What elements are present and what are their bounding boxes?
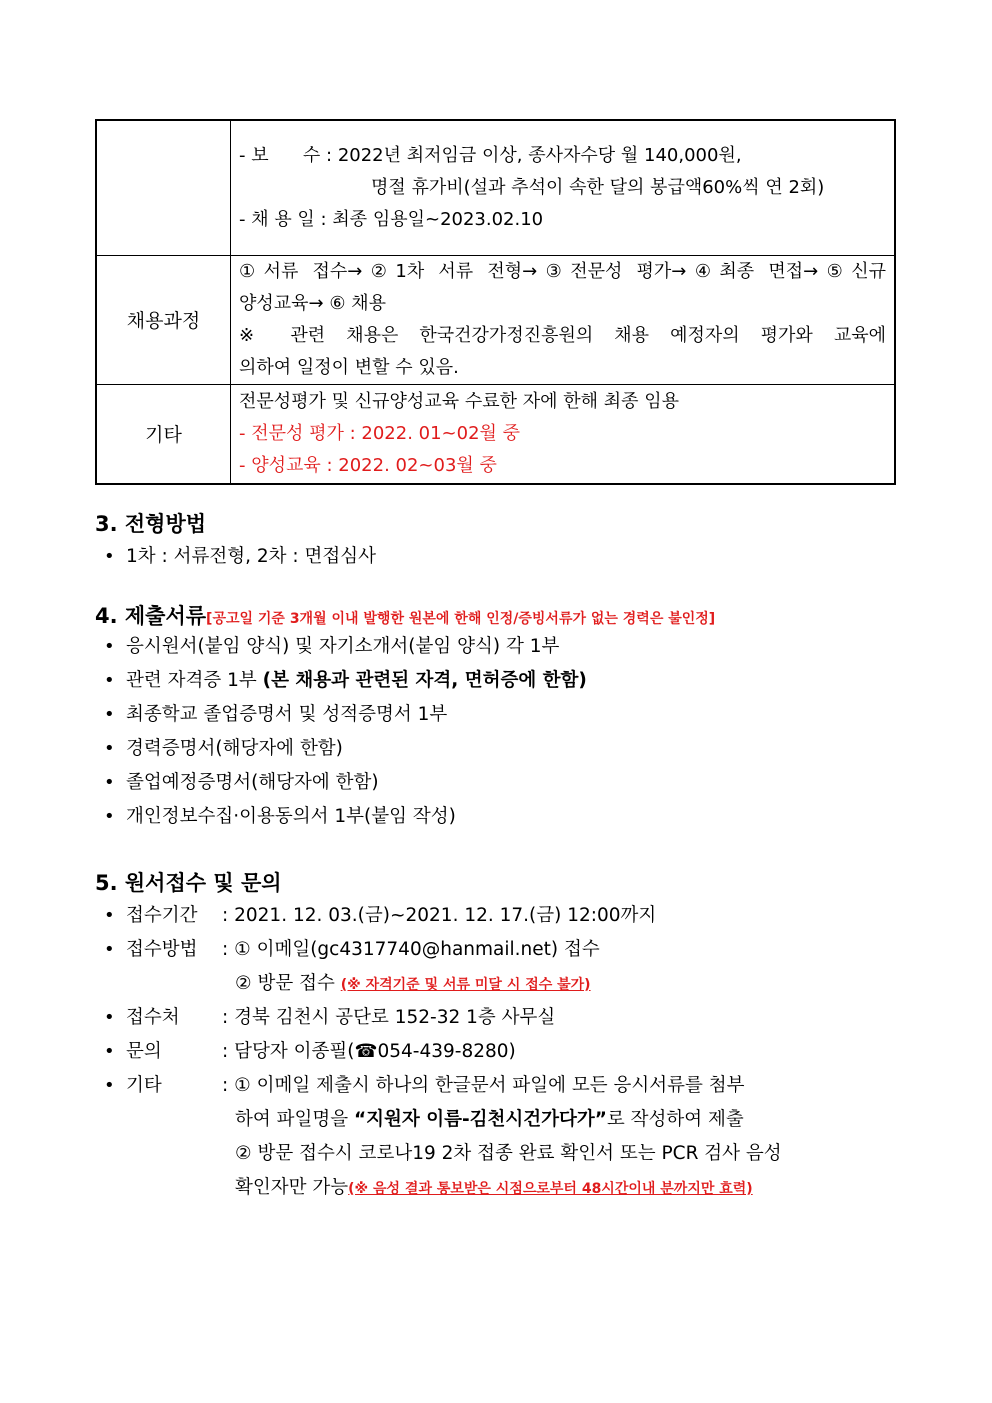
item-text: 최종학교 졸업증명서 및 성적증명서 1부 — [126, 704, 448, 725]
process-line: 양성교육→ ⑥ 채용 — [239, 292, 386, 314]
bullet-icon: • — [104, 546, 115, 567]
etc-note: (※ 음성 결과 통보받은 시점으로부터 48시간이내 분까지만 효력) — [348, 1181, 753, 1197]
section-4-title — [95, 600, 715, 630]
list-item — [104, 899, 894, 933]
bullet-icon: • — [104, 1075, 115, 1096]
etc-line: 전문성평가 및 신규양성교육 수료한 자에 한해 최종 임용 — [239, 390, 679, 412]
item-text: 응시원서(붙임 양식) 및 자기소개서(붙임 양식) 각 1부 — [126, 636, 560, 657]
list-item — [104, 698, 894, 732]
bullet-icon: • — [104, 636, 115, 657]
bullet-icon: • — [104, 772, 115, 793]
list-item — [104, 766, 894, 800]
section-3-title: 3. 전형방법 — [95, 512, 207, 536]
process-line: ①서류 접수→②1차 서류 전형→③전문성 평가→④최종 면접→⑤신규 — [239, 260, 886, 282]
process-note-line: 의하여 일정이 변할 수 있음. — [239, 356, 459, 378]
list-item — [104, 1035, 894, 1069]
info-table — [95, 119, 896, 485]
list-item — [104, 664, 894, 698]
bullet-icon: • — [104, 1041, 115, 1062]
bullet-icon: • — [104, 1007, 115, 1028]
item-text: 졸업예정증명서(해당자에 한함) — [126, 772, 379, 793]
bullet-icon: • — [104, 806, 115, 827]
list-item-continuation — [104, 967, 894, 1001]
bullet-icon: • — [104, 704, 115, 725]
list-item — [104, 732, 894, 766]
list-item-continuation — [104, 1137, 894, 1171]
item-emphasis: (본 채용과 관련된 자격, 면허증에 한함) — [262, 670, 587, 691]
bullet-icon: • — [104, 670, 115, 691]
item-text: 관련 자격증 1부 — [126, 670, 263, 691]
item-text: 경력증명서(해당자에 한함) — [126, 738, 343, 759]
bullet-icon: • — [104, 939, 115, 960]
item-text: 개인정보수집·이용동의서 1부(붙임 작성) — [126, 806, 456, 827]
section-5-list — [104, 899, 894, 1205]
holiday-line: 명절 휴가비(설과 추석이 속한 달의 봉급액60%씩 연 2회) — [371, 176, 825, 198]
pay-cell — [231, 120, 896, 255]
list-item — [104, 1069, 894, 1103]
etc-line-end: 로 작성하여 제출 — [606, 1109, 744, 1130]
bullet-icon: • — [104, 905, 115, 926]
etc-cell — [231, 384, 896, 484]
list-item — [104, 630, 894, 664]
method-note: (※ 자격기준 및 서류 미달 시 접수 불가) — [340, 977, 591, 993]
etc-line: 하여 파일명을 — [235, 1109, 354, 1130]
inquiry-value: : 담당자 이종필(☎054-439-8280) — [222, 1041, 516, 1062]
section-4-list — [104, 630, 894, 834]
section-4-title-text: 4. 제출서류 — [95, 604, 207, 628]
method-label: 접수방법 — [126, 939, 198, 960]
list-item-continuation — [104, 1171, 894, 1205]
table-row — [96, 120, 895, 255]
etc-value: : ① 이메일 제출시 하나의 한글문서 파일에 모든 응시서류를 첨부 — [222, 1075, 745, 1096]
process-cell — [231, 255, 896, 384]
list-item — [104, 933, 894, 967]
hire-date-line: - 채 용 일 : 최종 임용일~2023.02.10 — [239, 208, 544, 230]
section-3-list — [104, 540, 894, 574]
bullet-icon: • — [104, 738, 115, 759]
method-visit: ② 방문 접수 — [235, 973, 341, 994]
inquiry-label: 문의 — [126, 1041, 162, 1062]
file-name-example: “지원자 이름-김천시건가다가” — [354, 1109, 607, 1130]
process-note-line: ※ 관련 채용은 한국건강가정진흥원의 채용 예정자의 평가와 교육에 — [239, 324, 886, 346]
etc-line: 확인자만 가능 — [235, 1177, 349, 1198]
evaluation-line: - 전문성 평가 : 2022. 01~02월 중 — [239, 422, 521, 444]
list-item — [104, 540, 894, 574]
pay-line: - 보 수 : 2022년 최저임금 이상, 종사자수당 월 140,000원, — [239, 144, 742, 166]
place-label: 접수처 — [126, 1007, 180, 1028]
list-item — [104, 800, 894, 834]
method-value: : ① 이메일(gc4317740@hanmail.net) 접수 — [222, 939, 600, 960]
row-label: 기타 — [96, 384, 231, 484]
period-label: 접수기간 — [126, 905, 198, 926]
item-text: 1차 : 서류전형, 2차 : 면접심사 — [126, 546, 377, 567]
etc-label: 기타 — [126, 1075, 162, 1096]
row-label: 채용과정 — [96, 255, 231, 384]
section-4-note: [공고일 기준 3개월 이내 발행한 원본에 한해 인정/증빙서류가 없는 경력은 불인정] — [206, 611, 716, 627]
place-value: : 경북 김천시 공단로 152-32 1층 사무실 — [222, 1007, 556, 1028]
row-label — [96, 120, 231, 255]
etc-line: ② 방문 접수시 코로나19 2차 접종 완료 확인서 또는 PCR 검사 음성 — [235, 1143, 782, 1164]
training-line: - 양성교육 : 2022. 02~03월 중 — [239, 454, 497, 476]
list-item-continuation — [104, 1103, 894, 1137]
table-row — [96, 255, 895, 384]
list-item — [104, 1001, 894, 1035]
section-5-title: 5. 원서접수 및 문의 — [95, 871, 282, 895]
table-row — [96, 384, 895, 484]
period-value: : 2021. 12. 03.(금)~2021. 12. 17.(금) 12:00까지 — [222, 905, 657, 926]
